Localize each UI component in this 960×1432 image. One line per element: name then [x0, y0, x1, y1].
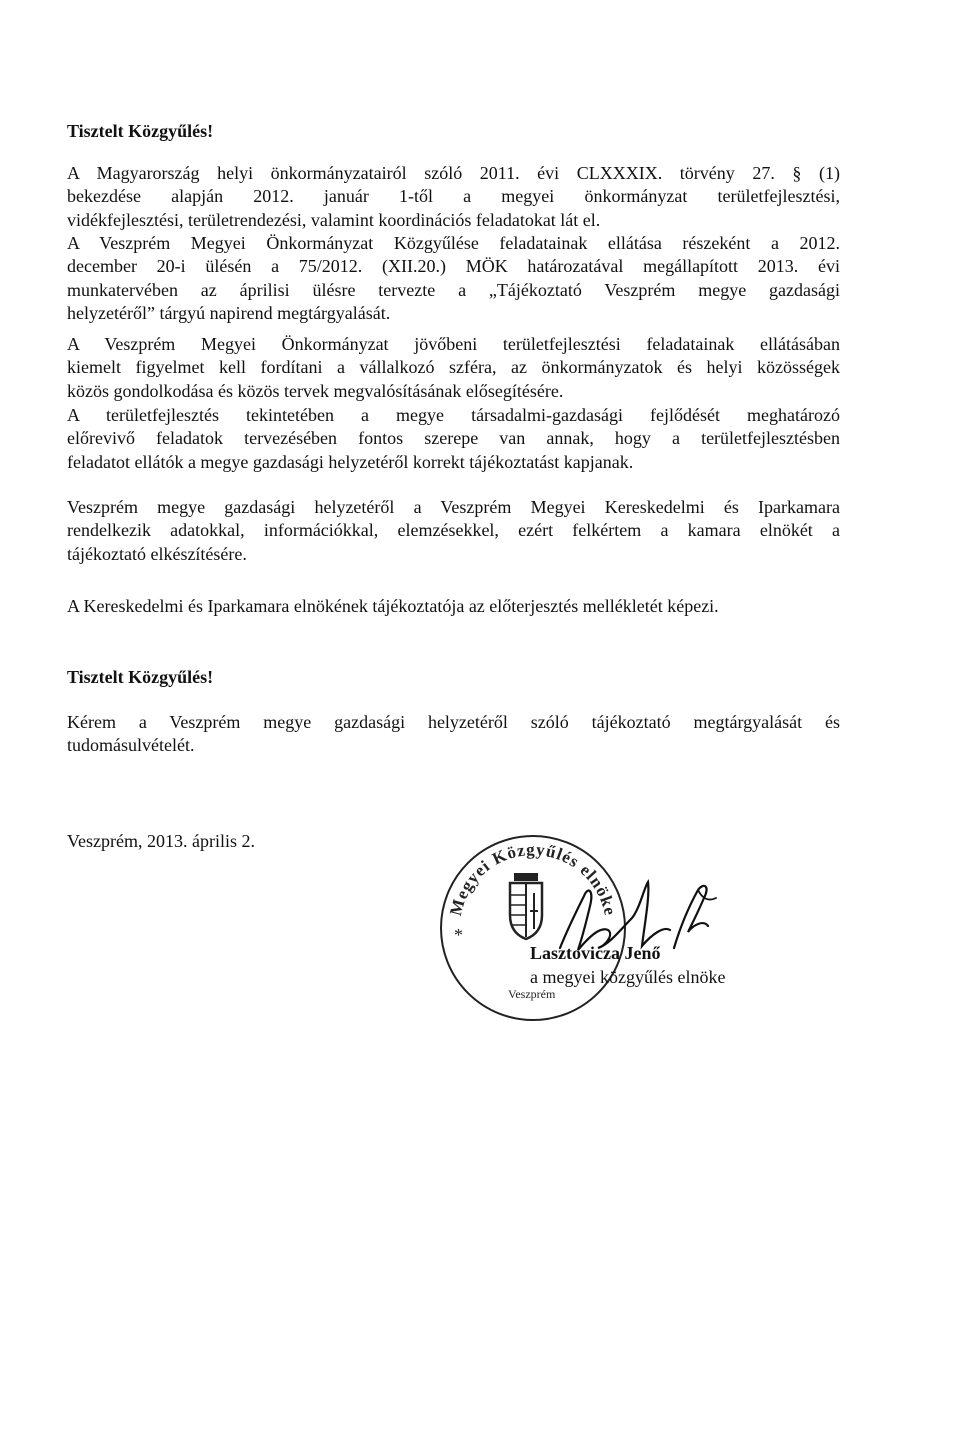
- text-line: munkatervében az áprilisi ülésre tervezte a „Tájékoztató Veszprém megye gazdasági: [67, 279, 840, 300]
- greeting-heading-2: Tisztelt Közgyűlés!: [67, 667, 214, 687]
- paragraph-attachment: A Kereskedelmi és Iparkamara elnökének tájékoztatója az előterjesztés mellékletét képezi.: [67, 596, 719, 616]
- paragraph-chamber: [67, 496, 840, 566]
- text-line: előrevivő feladatok tervezésében fontos szerepe van annak, hogy a területfejlesztésben: [67, 428, 840, 449]
- text-line: A területfejlesztés tekintetében a megye társadalmi-gazdasági fejlődését meghatározó: [67, 405, 840, 425]
- paragraph-request: [67, 711, 840, 758]
- text-line: A Magyarország helyi önkormányzatairól szóló 2011. évi CLXXXIX. törvény 27. § (1): [67, 163, 840, 183]
- text-line: kiemelt figyelmet kell fordítani a vállalkozó szféra, az önkormányzatok és helyi közösségek: [67, 357, 840, 378]
- text-line: közös gondolkodása és közös tervek megvalósításának elősegítésére.: [67, 380, 564, 401]
- stamp-bottom-text: Veszprém: [508, 987, 556, 1001]
- text-line: rendelkezik adatokkal, információkkal, elemzésekkel, ezért felkértem a kamara elnökét a: [67, 520, 840, 541]
- paragraph-future-tasks: [67, 333, 840, 403]
- signature-block: [530, 942, 725, 988]
- text-line: bekezdése alapján 2012. január 1-től a megyei önkormányzat területfejlesztési,: [67, 186, 840, 207]
- greeting-heading: Tisztelt Közgyűlés!: [67, 121, 214, 141]
- text-line: vidékfejlesztési, területrendezési, valamint koordinációs feladatokat lát el.: [67, 209, 601, 230]
- text-line: december 20-i ülésén a 75/2012. (XII.20.) MÖK határozatával megállapított 2013. évi: [67, 256, 840, 277]
- text-line: Kérem a Veszprém megye gazdasági helyzetéről szóló tájékoztató megtárgyalását és: [67, 712, 840, 732]
- signer-role: a megyei közgyűlés elnöke: [530, 967, 726, 987]
- stamp-star-icon: *: [454, 925, 463, 945]
- text-line: helyzetéről” tárgyú napirend megtárgyalását.: [67, 303, 391, 324]
- text-line: feladatot ellátók a megye gazdasági helyzetéről korrekt tájékoztatást kapjanak.: [67, 451, 634, 472]
- text-line: A Veszprém Megyei Önkormányzat Közgyűlése feladatainak ellátása részeként a 2012.: [67, 233, 840, 253]
- paragraph-legal-basis: [67, 162, 840, 232]
- text-line: tájékoztató elkészítésére.: [67, 543, 247, 564]
- text-line: tudomásulvételét.: [67, 735, 195, 756]
- coat-of-arms-icon: [510, 873, 542, 939]
- text-line: A Veszprém Megyei Önkormányzat jövőbeni területfejlesztési feladatainak ellátásában: [67, 334, 840, 354]
- text-line: Veszprém megye gazdasági helyzetéről a Veszprém Megyei Kereskedelmi és Iparkamara: [67, 497, 840, 517]
- paragraph-work-plan: [67, 232, 840, 326]
- paragraph-regional-development: [67, 404, 840, 474]
- place-and-date: Veszprém, 2013. április 2.: [67, 831, 255, 851]
- stamp-text: Megyei Közgyűlés elnöke: [445, 839, 620, 918]
- signer-name: Lasztovicza Jenő: [530, 943, 661, 963]
